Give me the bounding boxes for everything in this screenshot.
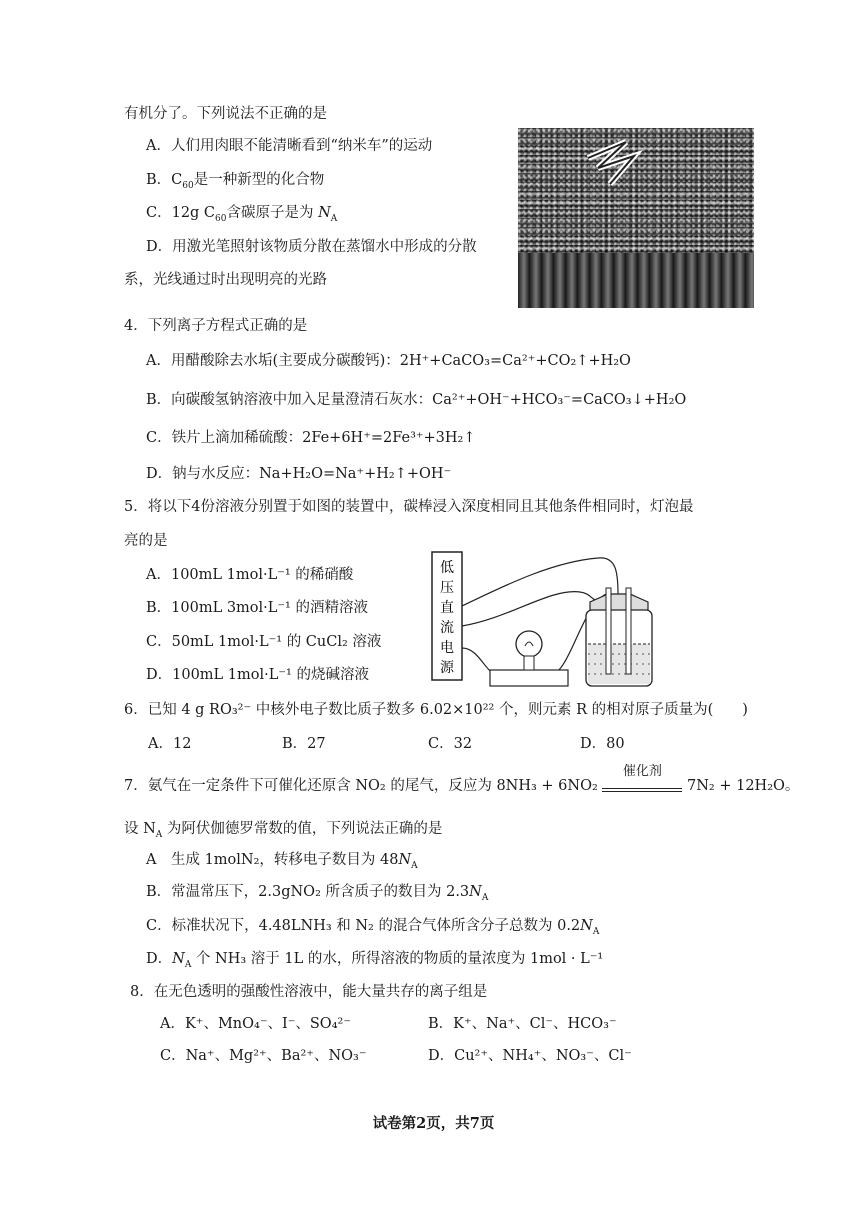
catalyst-label: 催化剂 (622, 764, 662, 779)
power-label-3: 直 (440, 600, 454, 616)
bulb-base (490, 670, 568, 686)
q8-stem: 8．在无色透明的强酸性溶液中，能大量共存的离子组是 (130, 984, 488, 1000)
bottle-neck (590, 594, 648, 610)
q3-stem-end: 有机分了。下列说法不正确的是 (124, 106, 327, 122)
q3-option-d-line1: D．用激光笔照射该物质分散在蒸馏水中形成的分散 (146, 239, 477, 255)
q5-stem-line2: 亮的是 (124, 533, 168, 549)
power-label-5: 电 (440, 640, 454, 656)
q6-option-c: C．32 (428, 736, 473, 752)
carbon-rod-right (626, 588, 631, 674)
q4-stem: 4．下列离子方程式正确的是 (124, 318, 308, 334)
q4-option-d: D．钠与水反应：Na+H₂O=Na⁺+H₂↑+OH⁻ (146, 466, 452, 482)
conductivity-apparatus (430, 548, 662, 692)
q8-option-a: A．K⁺、MnO₄⁻、I⁻、SO₄²⁻ (160, 1016, 351, 1032)
q4-option-b: B．向碳酸氢钠溶液中加入足量澄清石灰水：Ca²⁺+OH⁻+HCO₃⁻=CaCO₃↓+H₂O (146, 392, 687, 408)
power-label-1: 低 (440, 560, 454, 576)
bulb-socket (524, 656, 534, 670)
q5-option-c: C．50mL 1mol·L⁻¹ 的 CuCl₂ 溶液 (146, 634, 382, 650)
q5-option-a: A．100mL 1mol·L⁻¹ 的稀硝酸 (146, 567, 354, 583)
page-footer: 试卷第2页，共7页 (372, 1115, 495, 1132)
q3-option-a: A．人们用肉眼不能清晰看到“纳米车”的运动 (146, 138, 433, 154)
nanocar-photo (518, 128, 754, 308)
carbon-rod-left (606, 588, 611, 674)
q6-option-d: D．80 (580, 736, 625, 752)
q4-option-a: A．用醋酸除去水垢(主要成分碳酸钙)：2H⁺+CaCO₃=Ca²⁺+CO₂↑+H₂O (146, 353, 631, 369)
q3-option-b: B．$C_{60}$是一种新型的化合物 (146, 172, 325, 191)
q5-option-b: B．100mL 3mol·L⁻¹ 的酒精溶液 (146, 600, 368, 616)
q7-stem: 7．氨气在一定条件下可催化还原含 NO₂ 的尾气，反应为 8NH₃ + 6NO₂ 催化剂 7N₂ + 12H₂O。 (124, 764, 800, 794)
power-label-4: 流 (440, 620, 454, 636)
q7-option-c: C．标准状况下，4.48LNH₃ 和 N₂ 的混合气体所含分子总数为 $0.2N_A$ (146, 918, 600, 937)
power-label-6: 源 (440, 660, 454, 676)
q8-option-b: B．K⁺、Na⁺、Cl⁻、HCO₃⁻ (428, 1016, 617, 1032)
q7-option-b: B．常温常压下，2.3gNO₂ 所含质子的数目为 $2.3N_A$ (146, 884, 489, 903)
q7-option-a: A 生成 1molN₂，转移电子数目为 $48N_A$ (146, 852, 418, 871)
q7-stem-line2: 设 $N_A$ 为阿伏伽德罗常数的值，下列说法正确的是 (124, 821, 443, 840)
q5-stem-line1: 5．将以下4份溶液分别置于如图的装置中，碳棒浸入深度相同且其他条件相同时，灯泡最 (124, 499, 694, 515)
q8-option-c: C．Na⁺、Mg²⁺、Ba²⁺、NO₃⁻ (160, 1048, 367, 1064)
q6-stem: 6．已知 4 g RO₃²⁻ 中核外电子数比质子数多 6.02×10²² 个，则元素 R 的相对原子质量为( ) (124, 702, 748, 718)
wire-top (462, 558, 618, 606)
q3-option-c: C．12g $C_{60}$含碳原子是为 $N_A$ (146, 205, 338, 224)
bulb (516, 631, 542, 657)
q5-option-d: D．100mL 1mol·L⁻¹ 的烧碱溶液 (146, 667, 369, 683)
q8-option-d: D．Cu²⁺、NH₄⁺、NO₃⁻、Cl⁻ (428, 1048, 632, 1064)
q7-option-d: D．$N_A$ 个 NH₃ 溶于 1L 的水，所得溶液的物质的量浓度为 1mol · L⁻¹ (146, 951, 604, 970)
q6-option-a: A．12 (148, 736, 192, 752)
q6-option-b: B．27 (282, 736, 326, 752)
q3-option-d-line2: 系，光线通过时出现明亮的光路 (124, 272, 327, 288)
power-label-2: 压 (440, 580, 454, 596)
q4-option-c: C．铁片上滴加稀硫酸：2Fe+6H⁺=2Fe³⁺+3H₂↑ (146, 430, 476, 446)
